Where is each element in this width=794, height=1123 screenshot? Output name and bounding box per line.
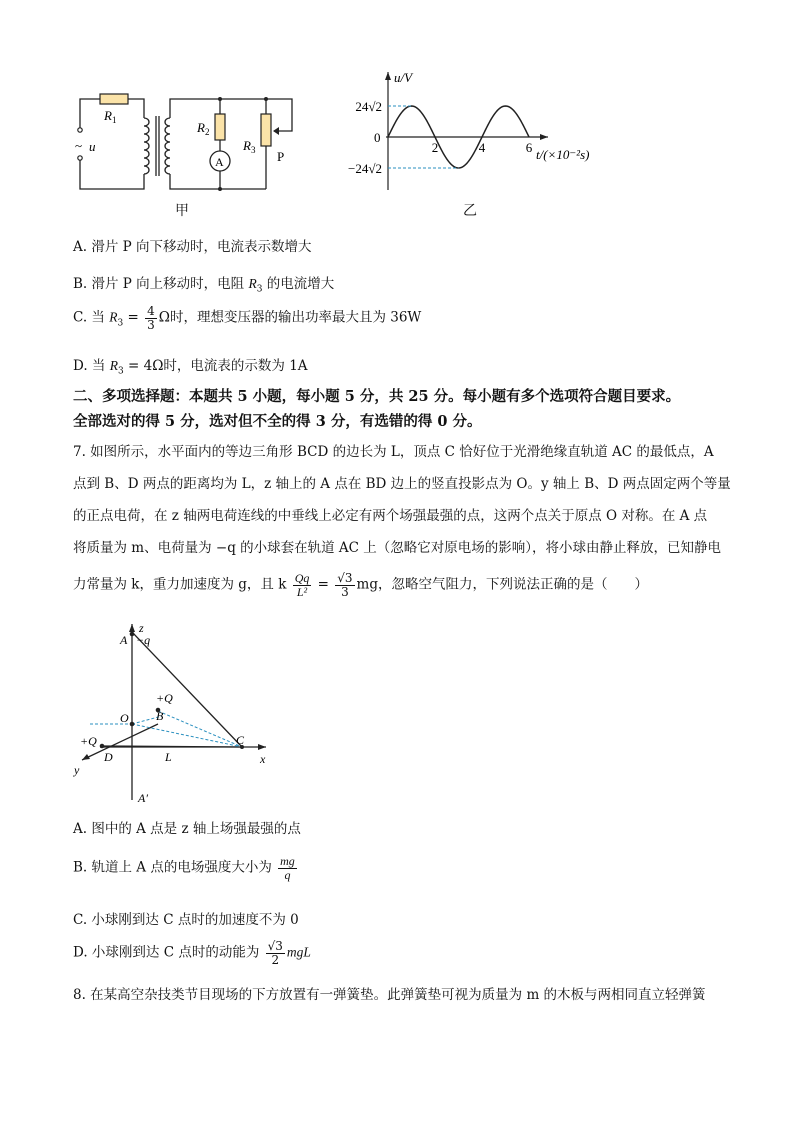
x-tick-label: 4 — [478, 140, 486, 155]
q7-line4: 将质量为 m、电荷量为 −q 的小球套在轨道 AC 上（忽略它对原电场的影响），将小球由静止释放，已知静电 — [73, 540, 722, 556]
section-heading-line2: 全部选对的得 5 分，选对但不全的得 3 分，有选错的得 0 分。 — [73, 413, 482, 430]
fig7-l-label: L — [165, 750, 172, 764]
section-heading-line1: 二、多项选择题：本题共 5 小题，每小题 5 分，共 25 分。每小题有多个选项符合题目要求。 — [73, 388, 681, 405]
source-u-label: u — [89, 139, 96, 154]
fig7-d-label: D — [104, 750, 113, 764]
fig7-minus-q-label: −q — [136, 633, 151, 647]
q6-option-c: C. 当 $R_3$ = $\frac{4}{3}$ Ω时，理想变压器的输出功率最大且为 36W — [73, 304, 422, 332]
x-tick-label: 2 — [431, 140, 439, 155]
y-trough-label: −24√2 — [348, 161, 382, 176]
r3-label: $R_3$ — [243, 138, 256, 155]
fig7-a-label: A — [120, 633, 128, 647]
q7-line2: 点到 B、D 两点的距离均为 L，z 轴上的 A 点在 BD 边上的竖直投影点为 O。y 轴上 B、D 两点固定两个等量 — [73, 476, 731, 492]
q7-option-a: A. 图中的 A 点是 z 轴上场强最强的点 — [73, 821, 301, 837]
q7-option-b: B. 轨道上 A 点的电场强度大小为 $\frac{mg}{q}$ — [73, 854, 295, 882]
fig7-y-label: y — [74, 763, 80, 777]
q7-option-c: C. 小球刚到达 C 点时的加速度不为 0 — [73, 912, 299, 928]
fig7-z-label: z — [139, 621, 144, 635]
r1-label: $R_1$ — [104, 108, 117, 125]
q7-line1: 7. 如图所示，水平面内的等边三角形 BCD 的边长为 L，顶点 C 恰好位于光滑绝缘直轨道 AC 的最低点，A — [73, 444, 714, 460]
fig7-a-prime-label: A′ — [138, 791, 148, 805]
r2-label: $R_2$ — [197, 120, 210, 137]
source-tilde: ~ — [75, 138, 83, 153]
fig7-o-label: O — [120, 711, 129, 725]
ammeter-label: A — [215, 155, 224, 169]
circuit-figure — [70, 88, 310, 218]
y-axis-label: u/V — [394, 70, 413, 85]
q6-option-d: D. 当 $R_3 = 4\Omega$时，电流表的示数为 1A — [73, 358, 308, 377]
q6-option-a: A. 滑片 P 向下移动时，电流表示数增大 — [73, 239, 312, 255]
fig7-b-label: B — [156, 709, 164, 723]
x-axis-label: t/(×10⁻²s) — [536, 147, 590, 162]
origin-label: 0 — [374, 130, 381, 145]
q7-line5: 力常量为 k，重力加速度为 g，且 k $\frac{Qq}{\text{L²}}$ = $\frac{√3}{3}$ mg，忽略空气阻力，下列说法正确的是（ ） — [73, 571, 648, 599]
y-peak-label: 24√2 — [355, 99, 382, 114]
q7-figure — [70, 618, 280, 810]
q8-line1: 8. 在某高空杂技类节目现场的下方放置有一弹簧垫。此弹簧垫可视为质量为 m 的木板与两相同直立轻弹簧 — [73, 987, 706, 1003]
fig7-plus-q-left-label: +Q — [80, 734, 97, 748]
fig7-x-label: x — [260, 752, 266, 766]
figure-yi-caption: 乙 — [463, 203, 477, 219]
slider-label: P — [277, 149, 285, 164]
fig7-c-label: C — [236, 733, 245, 747]
x-tick-label: 6 — [525, 140, 533, 155]
q6-option-b: B. 滑片 P 向上移动时，电阻 $R_3$ 的电流增大 — [73, 276, 335, 295]
figure-jia-caption: 甲 — [175, 203, 189, 219]
q7-line3: 的正点电荷，在 z 轴两电荷连线的中垂线上必定有两个场强最强的点，这两个点关于原点 O 对称。在 A 点 — [73, 508, 708, 524]
fig7-plus-q-top-label: +Q — [156, 691, 173, 705]
q7-option-d: D. 小球刚到达 C 点时的动能为 $\frac{√3}{2}$ mgL — [73, 939, 311, 967]
voltage-chart — [330, 66, 620, 196]
